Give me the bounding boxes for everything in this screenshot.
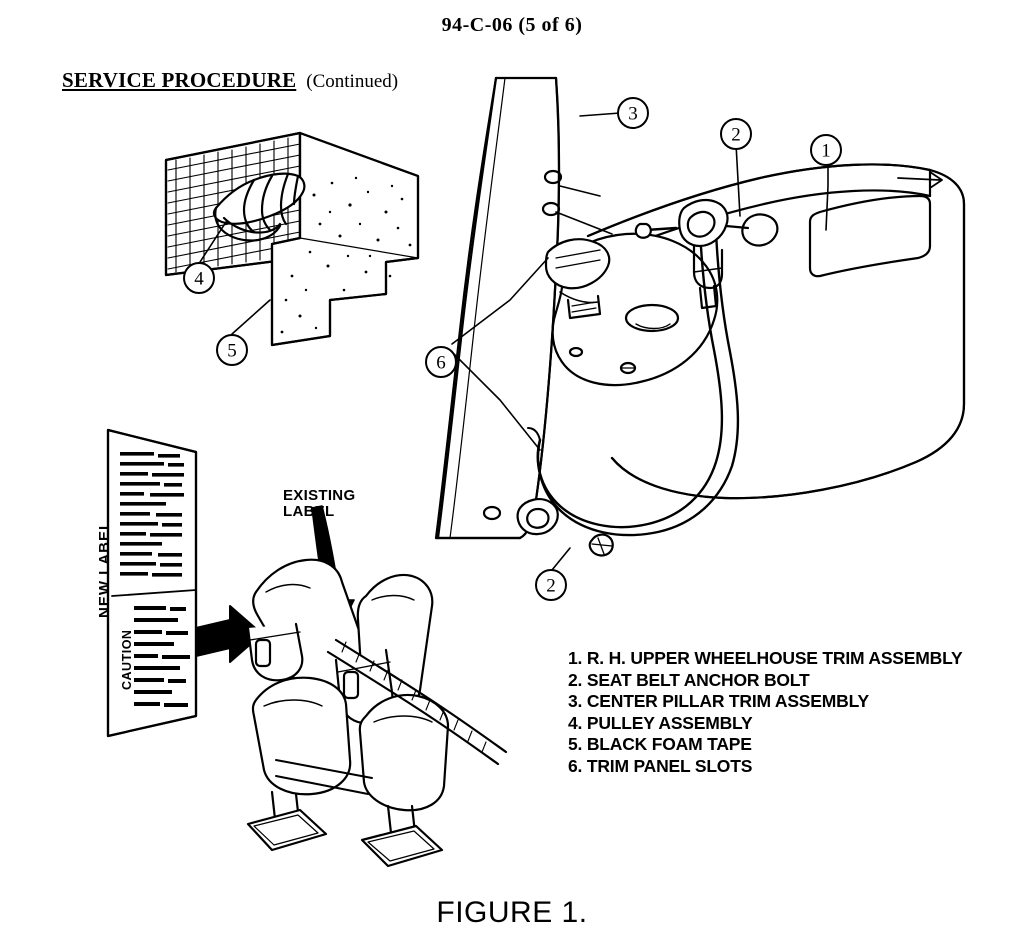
caution-label-text: CAUTION [120,629,134,690]
figure-caption: FIGURE 1. [436,896,588,929]
callout-4: 4 [194,268,204,290]
callout-2-upper: 2 [731,124,741,146]
document-code: 94-C-06 (5 of 6) [441,14,583,36]
existing-label-line-1: EXISTING [283,487,356,504]
legend-item-3: 3. CENTER PILLAR TRIM ASSEMBLY [568,691,869,711]
wheelhouse-assembly-group [436,78,964,555]
legend-item-5: 5. BLACK FOAM TAPE [568,734,752,754]
section-heading-text: SERVICE PROCEDURE [62,68,297,92]
legend-item-1: 1. R. H. UPPER WHEELHOUSE TRIM ASSEMBLY [568,648,963,668]
callout-5: 5 [227,340,237,362]
callout-1: 1 [821,140,831,162]
legend-item-6: 6. TRIM PANEL SLOTS [568,755,753,776]
callout-2-lower: 2 [546,575,556,597]
callout-6: 6 [436,352,446,374]
legend-item-4: 4. PULLEY ASSEMBLY [568,712,753,733]
existing-label-line-2: LABEL [283,503,335,520]
pulley-detail-group [166,133,418,345]
existing-label-annotation [283,488,355,520]
callout-3: 3 [628,103,638,125]
parts-legend [568,648,962,777]
legend-item-2: 2. SEAT BELT ANCHOR BOLT [568,669,810,690]
new-label-annotation: NEW LABEL [96,519,113,618]
section-heading-continued: (Continued) [306,71,399,92]
